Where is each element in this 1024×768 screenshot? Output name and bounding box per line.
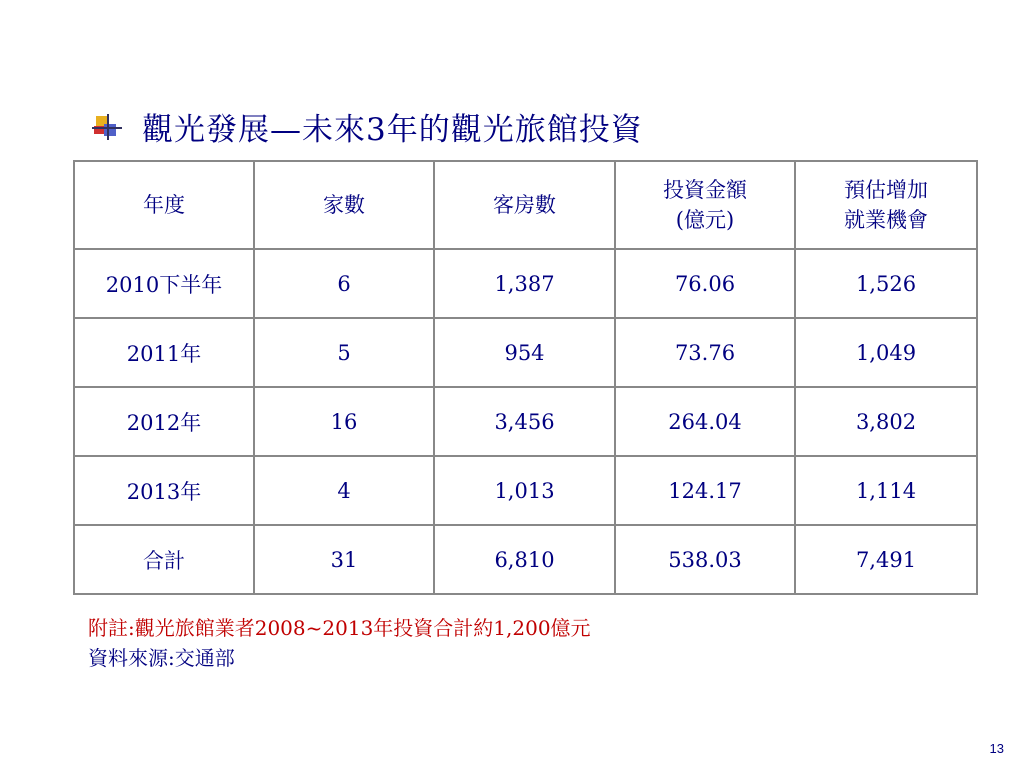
cell-investment: 73.76 xyxy=(615,318,795,387)
header-year: 年度 xyxy=(74,161,254,249)
cell-count: 31 xyxy=(254,525,434,594)
cell-year: 2011年 xyxy=(74,318,254,387)
cell-jobs: 1,526 xyxy=(795,249,977,318)
table-row xyxy=(74,456,977,525)
cell-count: 6 xyxy=(254,249,434,318)
cell-count: 16 xyxy=(254,387,434,456)
cell-rooms: 6,810 xyxy=(434,525,615,594)
table-row-total xyxy=(74,525,977,594)
table-row xyxy=(74,249,977,318)
cell-year: 2012年 xyxy=(74,387,254,456)
page-number: 13 xyxy=(989,741,1004,756)
cell-jobs: 1,049 xyxy=(795,318,977,387)
table-row xyxy=(74,387,977,456)
header-investment: 投資金額 (億元) xyxy=(615,161,795,249)
cell-investment: 76.06 xyxy=(615,249,795,318)
header-jobs: 預估增加 就業機會 xyxy=(795,161,977,249)
bullet-icon xyxy=(92,114,122,140)
table-row xyxy=(74,318,977,387)
cell-rooms: 1,387 xyxy=(434,249,615,318)
cell-count: 5 xyxy=(254,318,434,387)
notes xyxy=(88,613,591,673)
cell-year: 2010下半年 xyxy=(74,249,254,318)
cell-rooms: 1,013 xyxy=(434,456,615,525)
slide-title: 觀光發展—未來3年的觀光旅館投資 xyxy=(142,112,643,148)
table-header-row xyxy=(74,161,977,249)
title-row xyxy=(92,104,643,149)
header-rooms: 客房數 xyxy=(434,161,615,249)
cell-investment: 538.03 xyxy=(615,525,795,594)
cell-investment: 264.04 xyxy=(615,387,795,456)
cell-rooms: 954 xyxy=(434,318,615,387)
cell-year: 合計 xyxy=(74,525,254,594)
cell-year: 2013年 xyxy=(74,456,254,525)
cell-rooms: 3,456 xyxy=(434,387,615,456)
cell-count: 4 xyxy=(254,456,434,525)
cell-jobs: 3,802 xyxy=(795,387,977,456)
investment-table xyxy=(73,160,978,595)
cell-investment: 124.17 xyxy=(615,456,795,525)
header-count: 家數 xyxy=(254,161,434,249)
cell-jobs: 1,114 xyxy=(795,456,977,525)
remark-note: 附註:觀光旅館業者2008~2013年投資合計約1,200億元 xyxy=(88,616,591,640)
cell-jobs: 7,491 xyxy=(795,525,977,594)
source-note: 資料來源:交通部 xyxy=(88,646,235,670)
